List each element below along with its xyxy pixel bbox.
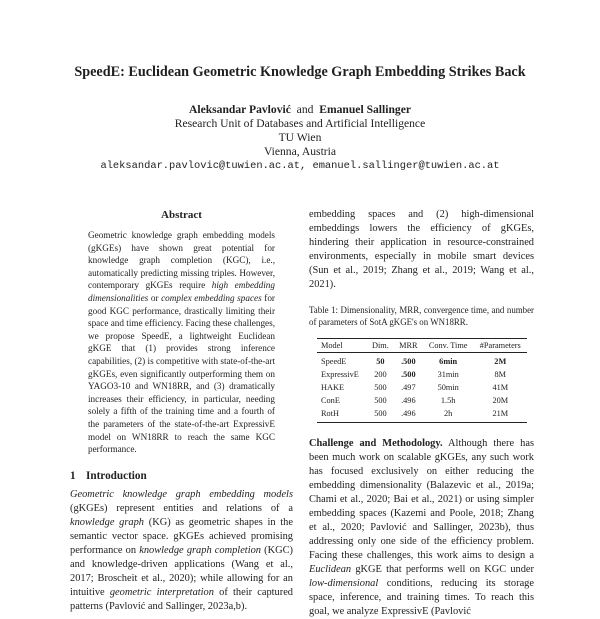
author-names <box>0 103 600 117</box>
table-cell: ExpressivE <box>321 370 359 379</box>
table-cell: .496 <box>401 396 416 405</box>
paper-title: SpeedE: Euclidean Geometric Knowledge Graph Embedding Strikes Back <box>74 64 526 80</box>
location: Vienna, Austria <box>263 145 337 158</box>
table-cell: 500 <box>374 383 387 392</box>
author-conjunction: and <box>296 103 314 116</box>
table-cell: 20M <box>492 396 509 405</box>
table-cell: HAKE <box>321 383 345 392</box>
table-row <box>317 407 527 423</box>
table-header-cell: Dim. <box>367 339 394 353</box>
author-1: Aleksandar Pavlović <box>188 103 291 116</box>
table-cell: .500 <box>401 370 416 379</box>
table-cell: 50 <box>376 357 385 366</box>
table-cell: .496 <box>394 407 423 423</box>
table-cell: 41M <box>492 383 509 392</box>
table-row <box>317 394 527 407</box>
table-cell: .500 <box>401 357 416 366</box>
table-header-row <box>317 339 527 353</box>
results-table <box>317 338 527 423</box>
table-cell: 200 <box>374 370 387 379</box>
table-cell: 21M <box>474 407 527 423</box>
author-emails: aleksandar.pavlovic@tuwien.ac.at, emanuel.sallinger@tuwien.ac.at <box>100 160 500 172</box>
table-cell: 500 <box>367 407 394 423</box>
abstract-text: Geometric knowledge graph embedding models (gKGEs) have shown great potential for knowledge graph completion (KGC), i.e., automatically predicting missing triples. However, contemporary gKGEs require high embedding dimensionalities or complex embedding spaces for good KGC performance, drastically limiting their space and time efficiency. Facing these challenges, we propose SpeedE, a lightweight Euclidean gKGE that (1) provides strong inference capabilities, (2) is competitive with state-of-the-art gKGEs, even significantly outperforming them on YAGO3-10 and WN18RR, and (3) dramatically increases their efficiency, in particular, needing solely a fifth of the training time and a fourth of the parameters of the state-of-the-art ExpressivE model on WN18RR to reach the same KGC performance. <box>88 230 275 455</box>
section-title: Introduction <box>86 469 147 482</box>
author-block <box>0 103 600 173</box>
affiliation: Research Unit of Databases and Artificial Intelligence <box>174 117 426 130</box>
university: TU Wien <box>278 131 322 144</box>
table-cell: 8M <box>494 370 507 379</box>
abstract-heading: Abstract <box>161 209 202 221</box>
table-row <box>317 368 527 381</box>
table-cell: RotH <box>317 407 367 423</box>
introduction-paragraph: Geometric knowledge graph embedding models (gKGEs) represent entities and relations of a knowledge graph (KG) as geometric shapes in the semantic vector space. gKGEs achieved promising performance on knowledge graph completion (KGC) and knowledge-driven applications (Wang et al., 2017; Broscheit et al., 2020); while allowing for an intuitive geometric interpretation of their captured patterns (Pavlović and Sallinger, 2023a,b). <box>70 488 294 612</box>
left-column <box>70 209 293 614</box>
table-header-cell: MRR <box>394 339 423 353</box>
table-cell: SpeedE <box>321 357 347 366</box>
table-cell: ConE <box>321 396 340 405</box>
paragraph-heading: Challenge and Methodology. <box>309 438 443 449</box>
table-cell: 50min <box>437 383 459 392</box>
section-number: 1 <box>70 469 76 482</box>
table-cell: 500 <box>374 396 387 405</box>
table-row <box>317 381 527 394</box>
table-cell: 6min <box>439 357 458 366</box>
author-2: Emanuel Sallinger <box>319 103 412 116</box>
table-header-cell: Model <box>317 339 367 353</box>
section-heading-introduction <box>70 470 293 482</box>
table-cell: 2M <box>494 357 507 366</box>
table-cell: 1.5h <box>440 396 456 405</box>
right-column <box>309 208 534 619</box>
challenge-paragraph: Challenge and Methodology. Although there has been much work on scalable gKGEs, any such work has focused exclusively on either reducing the embedding dimensionality (Balazevic et al., 2019a; Chami et al., 2020; Bai et al., 2021) or using simpler embedding spaces (Kazemi and Poole, 2018; Zhang et al., 2020; Pavlović and Sallinger, 2023b), thus addressing only one side of the efficiency problem. Facing these challenges, this work aims to design a Euclidean gKGE that performs well on KGC under low-dimensional conditions, reducing its storage space, inference, and training times. To reach this goal, we analyze ExpressivE (Pavlović <box>309 438 534 617</box>
table-cell: 31min <box>437 370 459 379</box>
right-top-paragraph: embedding spaces and (2) high-dimensional embeddings lowers the efficiency of gKGEs, hindering their application in resource-constrained environments, especially in mobile smart devices (Sun et al., 2019; Zhang et al., 2019; Wang et al., 2021). <box>309 209 534 290</box>
table-row <box>317 353 527 369</box>
table-cell: .497 <box>401 383 416 392</box>
table-cell: 2h <box>423 407 474 423</box>
table-header-cell: #Parameters <box>474 339 527 353</box>
table-caption: Table 1: Dimensionality, MRR, convergence time, and number of parameters of SotA gKGE's on WN18RR. <box>309 305 534 327</box>
table-header-cell: Conv. Time <box>423 339 474 353</box>
